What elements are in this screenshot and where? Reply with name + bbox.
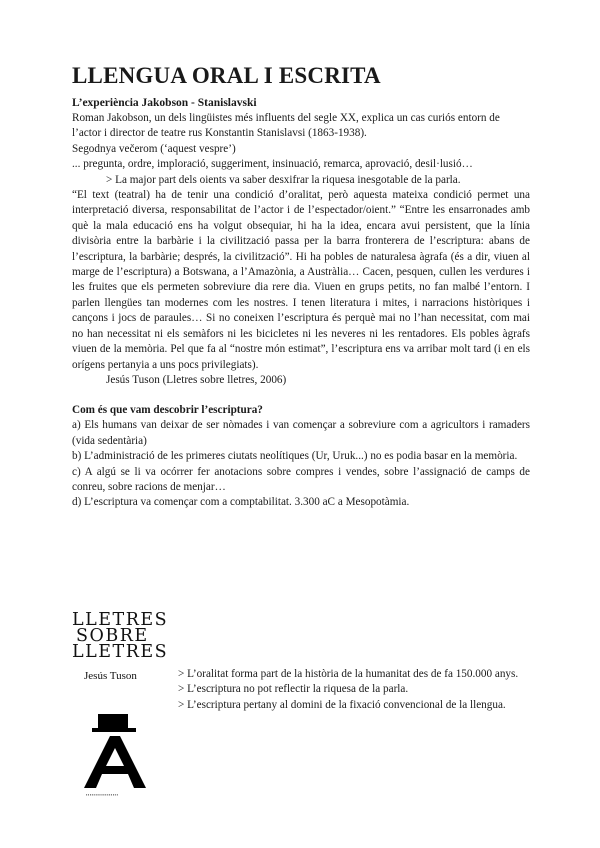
summary-notes	[178, 667, 530, 713]
quote-attribution: Jesús Tuson (Lletres sobre lletres, 2006)	[106, 373, 287, 386]
book-cover	[72, 612, 172, 800]
answer-item: b) L’administració de les primeres ciutats neolítiques (Ur, Uruk...) no es podia basar en la memòria.	[72, 450, 518, 463]
book-cover-author: Jesús Tuson	[84, 670, 137, 682]
document-body	[72, 62, 530, 511]
section-subtitle: L’experiència Jakobson - Stanislavski	[72, 97, 257, 109]
book-cover-title-line: SOBRE	[76, 626, 149, 646]
letter-a-grave-icon	[76, 704, 152, 795]
intro-paragraph: Roman Jakobson, un dels lingüistes més influents del segle XX, explica un cas curiós entorn de l’actor i director de teatre rus Konstantin Stanislavsi (1863-1938).	[72, 112, 500, 140]
question-heading: Com és que vam descobrir l’escriptura?	[72, 404, 263, 417]
answers-list	[72, 418, 530, 510]
book-cover-title-line: LLETRES	[72, 610, 169, 630]
summary-note: > L’escriptura no pot reflectir la riquesa de la parla.	[178, 683, 409, 696]
russian-phrase: Segodnya večerom (‘aquest vespre’)	[72, 142, 236, 155]
answer-item: c) A algú se li va ocórrer fer anotacions sobre compres i vendes, sobre l’assignació de camps de conreu, sobre racions de menjar…	[72, 465, 530, 493]
page-title: LLENGUA ORAL I ESCRITA	[72, 63, 381, 88]
answer-item: d) L’escriptura va començar com a comptabilitat. 3.300 aC a Mesopotàmia.	[72, 496, 410, 509]
summary-note: > L’oralitat forma part de la història de la humanitat des de fa 150.000 anys.	[178, 668, 519, 680]
quote-paragraph: “El text (teatral) ha de tenir una condició d’oralitat, però aquesta mateixa condició permet una interpretació diversa, responsabilitat de l’actor i de l’espectador/oient.” “Entre les ensarronades amb què la mala educació ens ha volgut obsequiar, hi ha la idea, encara avui persistent, que la línia divisòria entre la barbàrie i la civilització passa per la barra fronterera de l’escriptura: abans de l’escriptura, la barbàrie; després, la civilització”. Hi ha pobles de naturalesa àgrafa (és a dir, viuen al marge de l’escriptura) a Botswana, a l’Amazònia, a Austràlia… Cacen, pesquen, cullen les verdures i les fruites que els permeten sobreviure dia rere dia. Viuen en grups petits, no fan malbé l’entorn. I parlen llengües tan modernes com les nostres. I tenen literatura i mites, i narracions històriques i cançons i jocs de paraules… Si no coneixen l’escriptura és perquè mai no l’han necessitat, com mai no han necessitat ni els semàfors ni les bicicletes ni les neveres ni les rentadores. Els pobles àgrafs viuen de la memòria. Pel que fa al “nostre món estimat”, l’escriptura ens va arribar molt tard (i en els orígens pertanyia a uns pocs privilegiats).	[72, 189, 530, 371]
arrow-note: > La major part dels oients va saber desxifrar la riquesa inesgotable de la parla.	[106, 173, 461, 186]
interpretation-list: ... pregunta, ordre, imploració, suggeriment, insinuació, remarca, aprovació, desil·lusió…	[72, 158, 473, 171]
book-cover-title	[72, 612, 172, 660]
book-cover-title-line: LLETRES	[72, 642, 169, 662]
summary-note: > L’escriptura pertany al domini de la fixació convencional de la llengua.	[178, 698, 506, 711]
answer-item: a) Els humans van deixar de ser nòmades i van començar a sobreviure com a agricultors i ramaders (vida sedentària)	[72, 419, 530, 447]
book-cover-footer-decoration: ▪▪▪▪▪▪▪▪▪▪▪▪▪▪▪▪▪	[86, 792, 119, 797]
